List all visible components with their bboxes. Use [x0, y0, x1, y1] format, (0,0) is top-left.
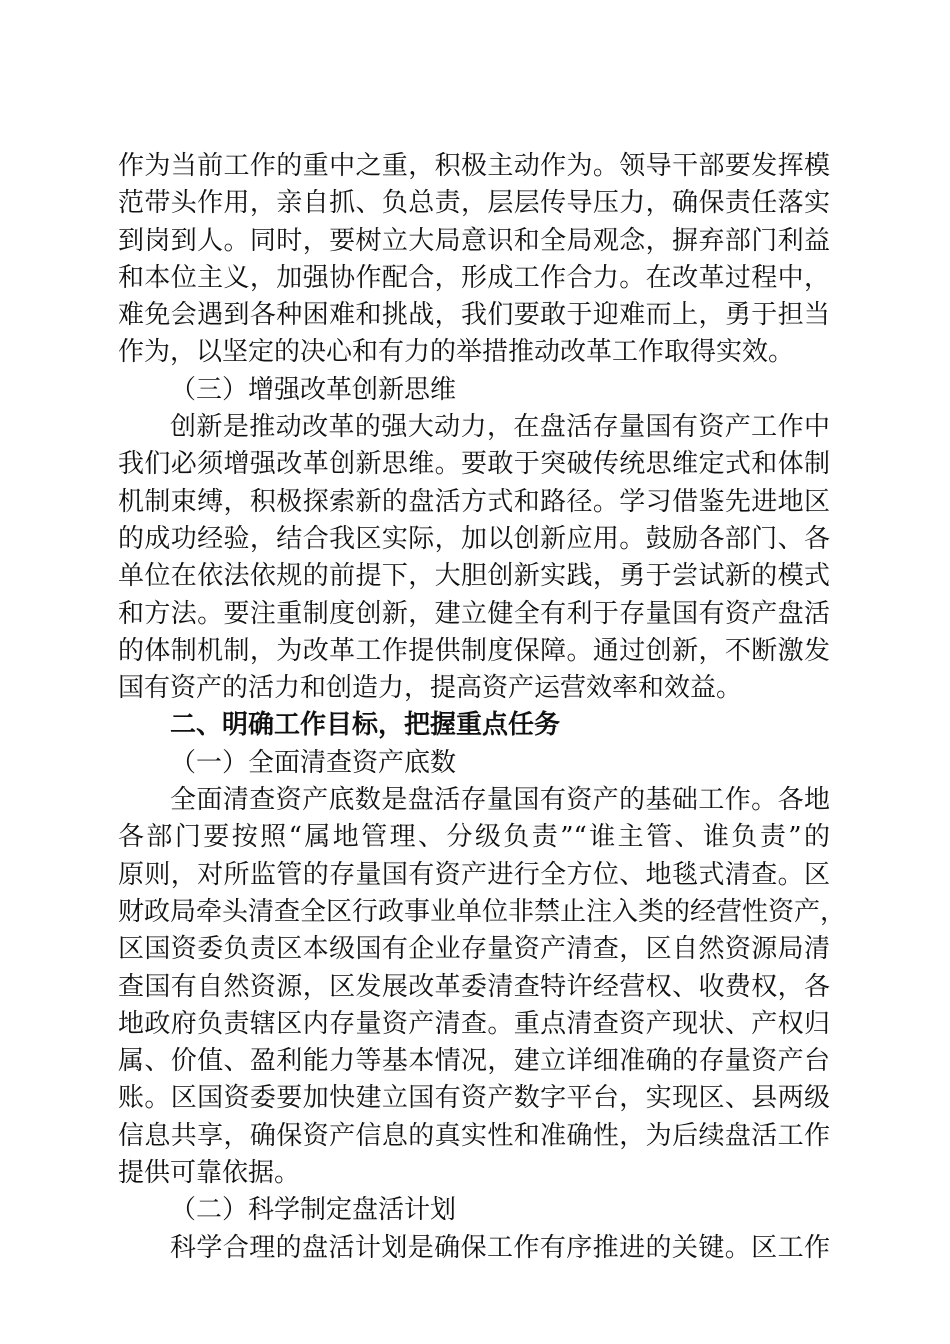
text-line: 账。区国资委要加快建立国有资产数字平台，实现区、县两级	[118, 1083, 830, 1114]
subsection-heading-2: （二）科学制定盘活计划	[170, 1195, 457, 1226]
text-line: 国有资产的活力和创造力，提高资产运营效率和效益。	[118, 673, 743, 704]
paragraph-plan	[118, 1230, 830, 1267]
text-line: 单位在依法依规的前提下，大胆创新实践，勇于尝试新的模式	[118, 561, 830, 592]
text-line: 和本位主义，加强协作配合，形成工作合力。在改革过程中，	[118, 262, 830, 293]
paragraph-innovation	[118, 409, 830, 707]
text-line: 财政局牵头清查全区行政事业单位非禁止注入类的经营性资产，	[118, 896, 847, 927]
text-line: 作为当前工作的重中之重，积极主动作为。领导干部要发挥模	[118, 151, 830, 181]
text-line: 各部门要按照“属地管理、分级负责”“谁主管、谁负责”的	[118, 822, 830, 853]
text-line: 区国资委负责区本级国有企业存量资产清查，区自然资源局清	[118, 934, 830, 965]
text-line: 全面清查资产底数是盘活存量国有资产的基础工作。各地	[170, 785, 830, 816]
text-line: 科学合理的盘活计划是确保工作有序推进的关键。区工作	[170, 1232, 830, 1263]
text-line: 的成功经验，结合我区实际，加以创新应用。鼓励各部门、各	[118, 523, 830, 554]
text-line: 原则，对所监管的存量国有资产进行全方位、地毯式清查。区	[118, 859, 830, 890]
text-line: 创新是推动改革的强大动力，在盘活存量国有资产工作中	[170, 412, 830, 443]
text-line: 和方法。要注重制度创新，建立健全有利于存量国有资产盘活	[118, 598, 830, 629]
text-line: 的体制机制，为改革工作提供制度保障。通过创新，不断激发	[118, 635, 830, 666]
text-line: 难免会遇到各种困难和挑战，我们要敢于迎难而上，勇于担当	[118, 300, 830, 331]
text-line: 到岗到人。同时，要树立大局意识和全局观念，摒弃部门利益	[118, 225, 830, 256]
text-line: 信息共享，确保资产信息的真实性和准确性，为后续盘活工作	[118, 1120, 830, 1151]
subsection-heading-3: （三）增强改革创新思维	[170, 374, 457, 405]
text-line: 我们必须增强改革创新思维。要敢于突破传统思维定式和体制	[118, 449, 830, 480]
section-heading-2: 二、明确工作目标，把握重点任务	[170, 710, 561, 741]
text-line: 地政府负责辖区内存量资产清查。重点清查资产现状、产权归	[118, 1008, 830, 1039]
text-line: 提供可靠依据。	[118, 1158, 301, 1189]
text-line: 查国有自然资源，区发展改革委清查特许经营权、收费权，各	[118, 971, 830, 1002]
text-line: 范带头作用，亲自抓、负总责，层层传导压力，确保责任落实	[118, 188, 830, 219]
text-line: 属、价值、盈利能力等基本情况，建立详细准确的存量资产台	[118, 1046, 830, 1077]
paragraph-continued	[118, 148, 830, 372]
subsection-heading-1: （一）全面清查资产底数	[170, 747, 457, 778]
text-line: 作为，以坚定的决心和有力的举措推动改革工作取得实效。	[118, 337, 795, 368]
paragraph-asset-inventory	[118, 782, 847, 1192]
document-body	[118, 148, 847, 1267]
text-line: 机制束缚，积极探索新的盘活方式和路径。学习借鉴先进地区	[118, 486, 830, 517]
